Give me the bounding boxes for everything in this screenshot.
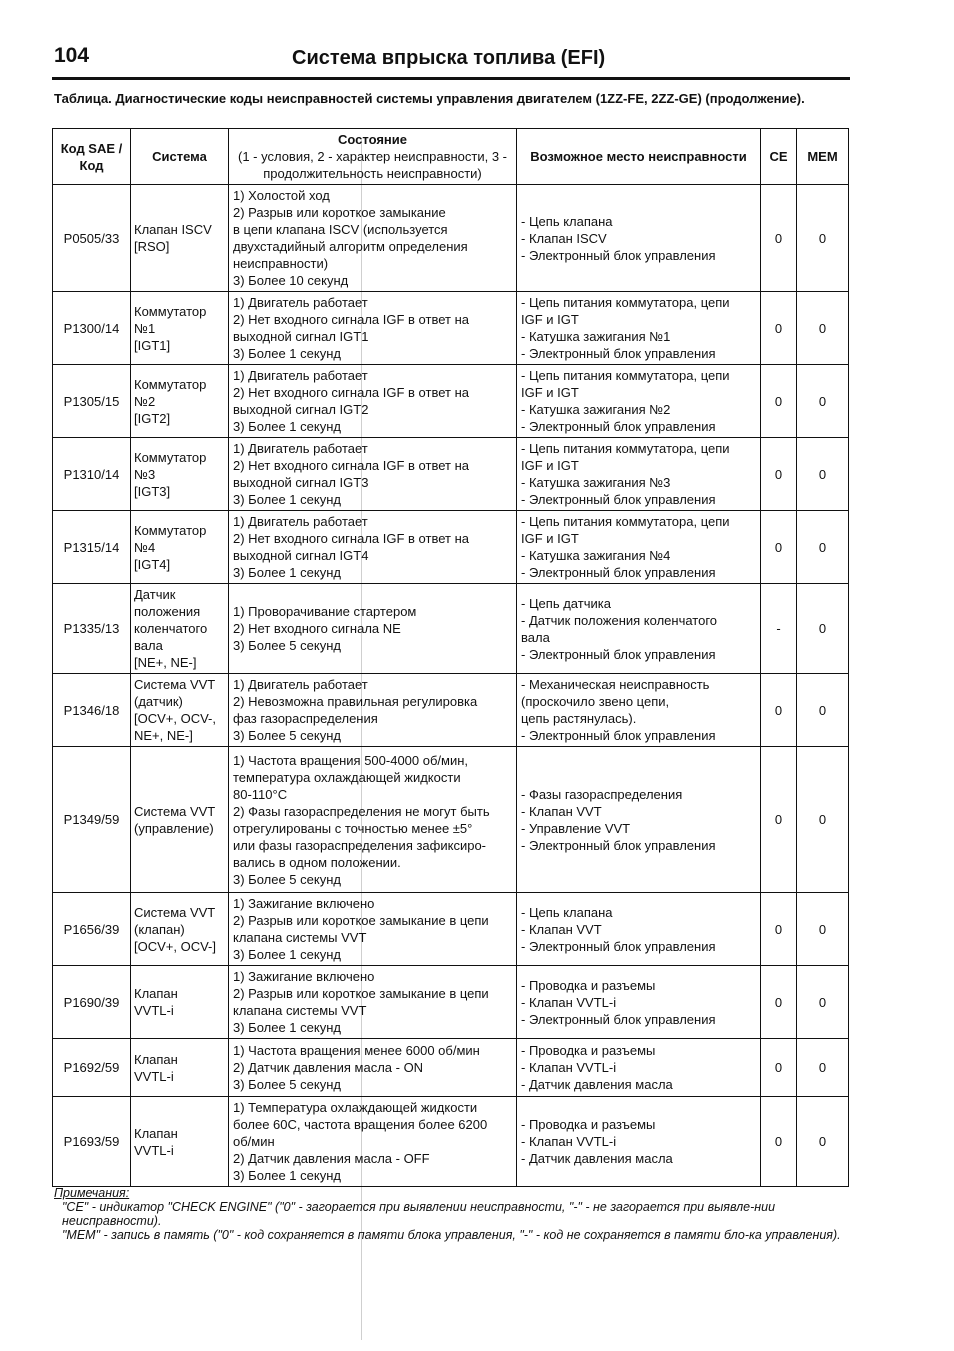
condition-line: 2) Нет входного сигнала NE — [233, 621, 401, 636]
table-row — [53, 511, 849, 584]
condition-line: выходной сигнал IGT2 — [233, 402, 369, 417]
condition-line: 2) Нет входного сигнала IGF в ответ на — [233, 385, 469, 400]
table-row — [53, 438, 849, 511]
system-line: Система VVT — [134, 904, 216, 920]
cell-code: P1315/14 — [53, 511, 131, 584]
cell-mem: 0 — [797, 1097, 849, 1187]
cell-code: P1310/14 — [53, 438, 131, 511]
table-header-row — [53, 129, 849, 185]
location-line: - Клапан VVTL-i — [521, 1060, 617, 1075]
system-line: вала — [134, 638, 163, 653]
condition-line: выходной сигнал IGT3 — [233, 475, 369, 490]
cell-system — [131, 185, 229, 292]
cell-location — [517, 511, 761, 584]
system-line: [NE+, NE-] — [134, 655, 197, 670]
system-line: Клапан — [134, 1125, 178, 1141]
cell-ce: - — [761, 584, 797, 674]
cell-system — [131, 674, 229, 747]
table-row — [53, 584, 849, 674]
system-line: [IGT4] — [134, 556, 171, 572]
location-line: цепь растянулась). — [521, 711, 637, 726]
cell-location — [517, 292, 761, 365]
condition-line: фаз газораспределения — [233, 711, 378, 726]
condition-line: 1) Двигатель работает — [233, 368, 368, 383]
notes-heading: Примечания: — [54, 1186, 130, 1200]
cell-code: P1305/15 — [53, 365, 131, 438]
location-line: - Катушка зажигания №3 — [521, 475, 671, 490]
location-line: - Проводка и разъемы — [521, 1117, 656, 1132]
system-line: NE+, NE-] — [134, 728, 193, 743]
cell-mem: 0 — [797, 1039, 849, 1097]
location-line: - Электронный блок управления — [521, 247, 716, 263]
system-line: №2 — [134, 393, 156, 409]
system-line: Клапан — [134, 1051, 178, 1067]
cell-code: P0505/33 — [53, 185, 131, 292]
cell-code: P1300/14 — [53, 292, 131, 365]
table-caption: Таблица. Диагностические коды неисправностей системы управления двигателем (1ZZ-FE, 2ZZ-GE) (продолжение). — [54, 91, 805, 106]
table-row — [53, 966, 849, 1039]
location-line: - Цепь питания коммутатора, цепи — [521, 514, 730, 529]
condition-line: температура охлаждающей жидкости — [233, 769, 461, 785]
cell-system — [131, 365, 229, 438]
condition-line: 3) Более 1 секунд — [233, 1020, 341, 1035]
table-row — [53, 893, 849, 966]
cell-mem: 0 — [797, 893, 849, 966]
cell-mem: 0 — [797, 185, 849, 292]
cell-system — [131, 966, 229, 1039]
cell-location — [517, 365, 761, 438]
cell-mem: 0 — [797, 584, 849, 674]
cell-ce: 0 — [761, 1039, 797, 1097]
cell-condition — [229, 1039, 517, 1097]
cell-mem: 0 — [797, 674, 849, 747]
location-line: - Электронный блок управления — [521, 728, 716, 743]
cell-condition — [229, 438, 517, 511]
condition-line: 2) Датчик давления масла - ON — [233, 1060, 424, 1075]
cell-system — [131, 1097, 229, 1187]
location-line: IGF и IGT — [521, 458, 579, 473]
system-line: коленчатого — [134, 621, 208, 636]
table-body — [53, 185, 849, 1187]
condition-line: 2) Нет входного сигнала IGF в ответ на — [233, 531, 469, 546]
condition-line: 3) Более 5 секунд — [233, 1077, 341, 1092]
system-line: (управление) — [134, 820, 214, 836]
location-line: - Электронный блок управления — [521, 492, 716, 507]
cell-mem: 0 — [797, 365, 849, 438]
condition-line: 1) Двигатель работает — [233, 441, 368, 456]
condition-line: 1) Двигатель работает — [233, 295, 368, 310]
cell-location — [517, 1097, 761, 1187]
condition-line: отрегулированы с точностью менее ±5° — [233, 820, 473, 836]
system-line: [OCV+, OCV-, — [134, 711, 216, 726]
condition-line: 2) Датчик давления масла - OFF — [233, 1151, 430, 1166]
location-line: - Электронный блок управления — [521, 646, 716, 662]
note-mem: "MEM" - запись в память ("0" - код сохраняется в памяти блока управления, "-" - код не сохраняется в памяти бло-ка управления). — [62, 1228, 841, 1242]
cell-location — [517, 674, 761, 747]
condition-line: неисправности) — [233, 256, 329, 271]
condition-line: 80-110°С — [233, 786, 288, 802]
cell-location — [517, 438, 761, 511]
condition-line: клапана системы VVT — [233, 930, 367, 945]
cell-condition — [229, 365, 517, 438]
cell-location — [517, 747, 761, 893]
cell-ce: 0 — [761, 674, 797, 747]
cell-mem: 0 — [797, 438, 849, 511]
cell-condition — [229, 893, 517, 966]
system-line: [IGT3] — [134, 483, 171, 499]
cell-ce: 0 — [761, 511, 797, 584]
condition-line: 3) Более 1 секунд — [233, 492, 341, 507]
system-line: №3 — [134, 466, 156, 482]
condition-line: 1) Проворачивание стартером — [233, 604, 417, 619]
page-title: Система впрыска топлива (EFI) — [292, 47, 606, 69]
system-line: (клапан) — [134, 921, 185, 937]
condition-line: более 60С, частота вращения более 6200 — [233, 1117, 488, 1132]
cell-code: P1346/18 — [53, 674, 131, 747]
system-line: [IGT2] — [134, 410, 171, 426]
header-system: Система — [131, 129, 229, 185]
header-mem: MEM — [797, 129, 849, 185]
condition-line: 1) Температура охлаждающей жидкости — [233, 1100, 478, 1115]
header-location: Возможное место неисправности — [517, 129, 761, 185]
system-line: Коммутатор — [134, 376, 207, 392]
system-line: положения — [134, 604, 201, 619]
cell-ce: 0 — [761, 966, 797, 1039]
cell-ce: 0 — [761, 893, 797, 966]
location-line: - Катушка зажигания №2 — [521, 402, 671, 417]
header-condition — [229, 129, 517, 185]
location-line: - Датчик давления масла — [521, 1077, 673, 1092]
location-line: - Электронный блок управления — [521, 837, 716, 853]
condition-line: 1) Зажигание включено — [233, 969, 375, 984]
cell-system — [131, 1039, 229, 1097]
cell-code: P1349/59 — [53, 747, 131, 893]
condition-line: 2) Нет входного сигнала IGF в ответ на — [233, 458, 469, 473]
condition-line: 2) Разрыв или короткое замыкание в цепи — [233, 913, 489, 928]
system-line: Клапан — [134, 986, 178, 1001]
location-line: - Клапан VVT — [521, 921, 602, 937]
cell-location — [517, 893, 761, 966]
header-ce: CE — [761, 129, 797, 185]
note-ce: "CE" - индикатор "CHECK ENGINE" ("0" - загорается при выявлении неисправности, "-" - не загорается при выявле-нии неисправности). — [62, 1200, 776, 1228]
cell-ce: 0 — [761, 1097, 797, 1187]
location-line: - Клапан VVT — [521, 803, 602, 819]
system-line: №1 — [134, 320, 156, 336]
cell-system — [131, 747, 229, 893]
location-line: - Проводка и разъемы — [521, 977, 656, 993]
cell-condition — [229, 511, 517, 584]
cell-ce: 0 — [761, 185, 797, 292]
cell-condition — [229, 185, 517, 292]
notes — [54, 1186, 849, 1242]
location-line: IGF и IGT — [521, 531, 579, 546]
condition-line: 3) Более 1 секунд — [233, 419, 341, 434]
cell-condition — [229, 966, 517, 1039]
location-line: - Цепь датчика — [521, 595, 611, 611]
header-code: Код SAE / Код — [53, 129, 131, 185]
location-line: - Катушка зажигания №1 — [521, 329, 671, 344]
cell-system — [131, 584, 229, 674]
location-line: - Цепь питания коммутатора, цепи — [521, 441, 730, 456]
cell-code: P1335/13 — [53, 584, 131, 674]
cell-mem: 0 — [797, 511, 849, 584]
location-line: - Фазы газораспределения — [521, 786, 683, 802]
location-line: IGF и IGT — [521, 312, 579, 327]
cell-ce: 0 — [761, 747, 797, 893]
condition-line: 1) Частота вращения менее 6000 об/мин — [233, 1043, 480, 1058]
condition-line: об/мин — [233, 1134, 275, 1149]
system-line: Система VVT — [134, 677, 216, 692]
condition-line: 2) Разрыв или короткое замыкание — [233, 205, 446, 220]
location-line: - Электронный блок управления — [521, 419, 716, 434]
cell-location — [517, 966, 761, 1039]
location-line: - Цепь питания коммутатора, цепи — [521, 368, 730, 383]
location-line: - Датчик давления масла — [521, 1151, 673, 1166]
cell-code: P1692/59 — [53, 1039, 131, 1097]
system-line: [OCV+, OCV-] — [134, 938, 216, 954]
location-line: - Электронный блок управления — [521, 565, 716, 580]
location-line: - Проводка и разъемы — [521, 1043, 656, 1058]
cell-ce: 0 — [761, 438, 797, 511]
location-line: - Цепь клапана — [521, 213, 613, 229]
cell-condition — [229, 747, 517, 893]
condition-line: 1) Частота вращения 500-4000 об/мин, — [233, 752, 469, 768]
cell-code: P1693/59 — [53, 1097, 131, 1187]
cell-system — [131, 893, 229, 966]
condition-line: вались в одном положении. — [233, 854, 401, 870]
condition-line: 3) Более 1 секунд — [233, 565, 341, 580]
location-line: - Клапан VVTL-i — [521, 994, 617, 1010]
system-line: (датчик) — [134, 694, 183, 709]
cell-system — [131, 511, 229, 584]
location-line: - Электронный блок управления — [521, 346, 716, 361]
system-line: [RSO] — [134, 239, 170, 254]
location-line: - Цепь клапана — [521, 904, 613, 920]
condition-line: клапана системы VVT — [233, 1003, 367, 1018]
system-line: Датчик — [134, 587, 176, 602]
table-row — [53, 365, 849, 438]
system-line: Коммутатор — [134, 449, 207, 465]
system-line: VVTL-i — [134, 1142, 174, 1158]
system-line: №4 — [134, 539, 156, 555]
location-line: IGF и IGT — [521, 385, 579, 400]
condition-line: 3) Более 1 секунд — [233, 1168, 341, 1183]
location-line: (проскочило звено цепи, — [521, 694, 670, 709]
condition-line: двухстадийный алгоритм определения — [233, 239, 468, 254]
cell-mem: 0 — [797, 966, 849, 1039]
system-line: Клапан ISCV — [134, 222, 212, 237]
condition-line: 2) Невозможна правильная регулировка — [233, 694, 478, 709]
condition-line: 2) Разрыв или короткое замыкание в цепи — [233, 986, 489, 1001]
header-condition-sub: (1 - условия, 2 - характер неисправности, 3 - продолжительность неисправности) — [238, 149, 507, 181]
header-rule — [52, 77, 850, 80]
condition-line: выходной сигнал IGT1 — [233, 329, 369, 344]
cell-mem: 0 — [797, 292, 849, 365]
location-line: - Управление VVT — [521, 820, 631, 836]
cell-ce: 0 — [761, 292, 797, 365]
diagnostic-codes-table — [52, 128, 849, 1187]
condition-line: 3) Более 1 секунд — [233, 346, 341, 361]
cell-system — [131, 438, 229, 511]
cell-location — [517, 185, 761, 292]
location-line: - Электронный блок управления — [521, 1011, 716, 1027]
cell-ce: 0 — [761, 365, 797, 438]
cell-mem: 0 — [797, 747, 849, 893]
table-row — [53, 1039, 849, 1097]
table-row — [53, 1097, 849, 1187]
table-row — [53, 674, 849, 747]
condition-line: 1) Двигатель работает — [233, 514, 368, 529]
condition-line: 3) Более 5 секунд — [233, 638, 341, 653]
location-line: вала — [521, 629, 550, 645]
cell-code: P1690/39 — [53, 966, 131, 1039]
system-line: [IGT1] — [134, 337, 171, 353]
condition-line: 1) Двигатель работает — [233, 677, 368, 692]
condition-line: 1) Зажигание включено — [233, 896, 375, 911]
location-line: - Цепь питания коммутатора, цепи — [521, 295, 730, 310]
header-condition-title: Состояние — [337, 132, 407, 147]
condition-line: 3) Более 5 секунд — [233, 871, 341, 887]
table-row — [53, 747, 849, 893]
condition-line: или фазы газораспределения зафиксиро- — [233, 837, 486, 853]
location-line: - Датчик положения коленчатого — [521, 612, 718, 628]
condition-line: выходной сигнал IGT4 — [233, 548, 369, 563]
location-line: - Механическая неисправность — [521, 677, 710, 692]
system-line: Коммутатор — [134, 522, 207, 538]
system-line: Коммутатор — [134, 303, 207, 319]
condition-line: 1) Холостой ход — [233, 188, 330, 203]
system-line: Система VVT — [134, 803, 216, 819]
cell-condition — [229, 292, 517, 365]
location-line: - Клапан VVTL-i — [521, 1134, 617, 1149]
cell-system — [131, 292, 229, 365]
location-line: - Электронный блок управления — [521, 938, 716, 954]
cell-location — [517, 1039, 761, 1097]
condition-line: 2) Фазы газораспределения не могут быть — [233, 803, 490, 819]
location-line: - Клапан ISCV — [521, 230, 607, 246]
condition-line: 3) Более 5 секунд — [233, 728, 341, 743]
cell-condition — [229, 1097, 517, 1187]
system-line: VVTL-i — [134, 1068, 174, 1084]
page-number: 104 — [54, 44, 90, 67]
table-row — [53, 185, 849, 292]
cell-condition — [229, 674, 517, 747]
condition-line: 3) Более 10 секунд — [233, 273, 349, 288]
cell-location — [517, 584, 761, 674]
cell-code: P1656/39 — [53, 893, 131, 966]
condition-line: 2) Нет входного сигнала IGF в ответ на — [233, 312, 469, 327]
cell-condition — [229, 584, 517, 674]
location-line: - Катушка зажигания №4 — [521, 548, 671, 563]
system-line: VVTL-i — [134, 1003, 174, 1018]
condition-line: 3) Более 1 секунд — [233, 947, 341, 962]
table-row — [53, 292, 849, 365]
condition-line: в цепи клапана ISCV (используется — [233, 222, 448, 237]
